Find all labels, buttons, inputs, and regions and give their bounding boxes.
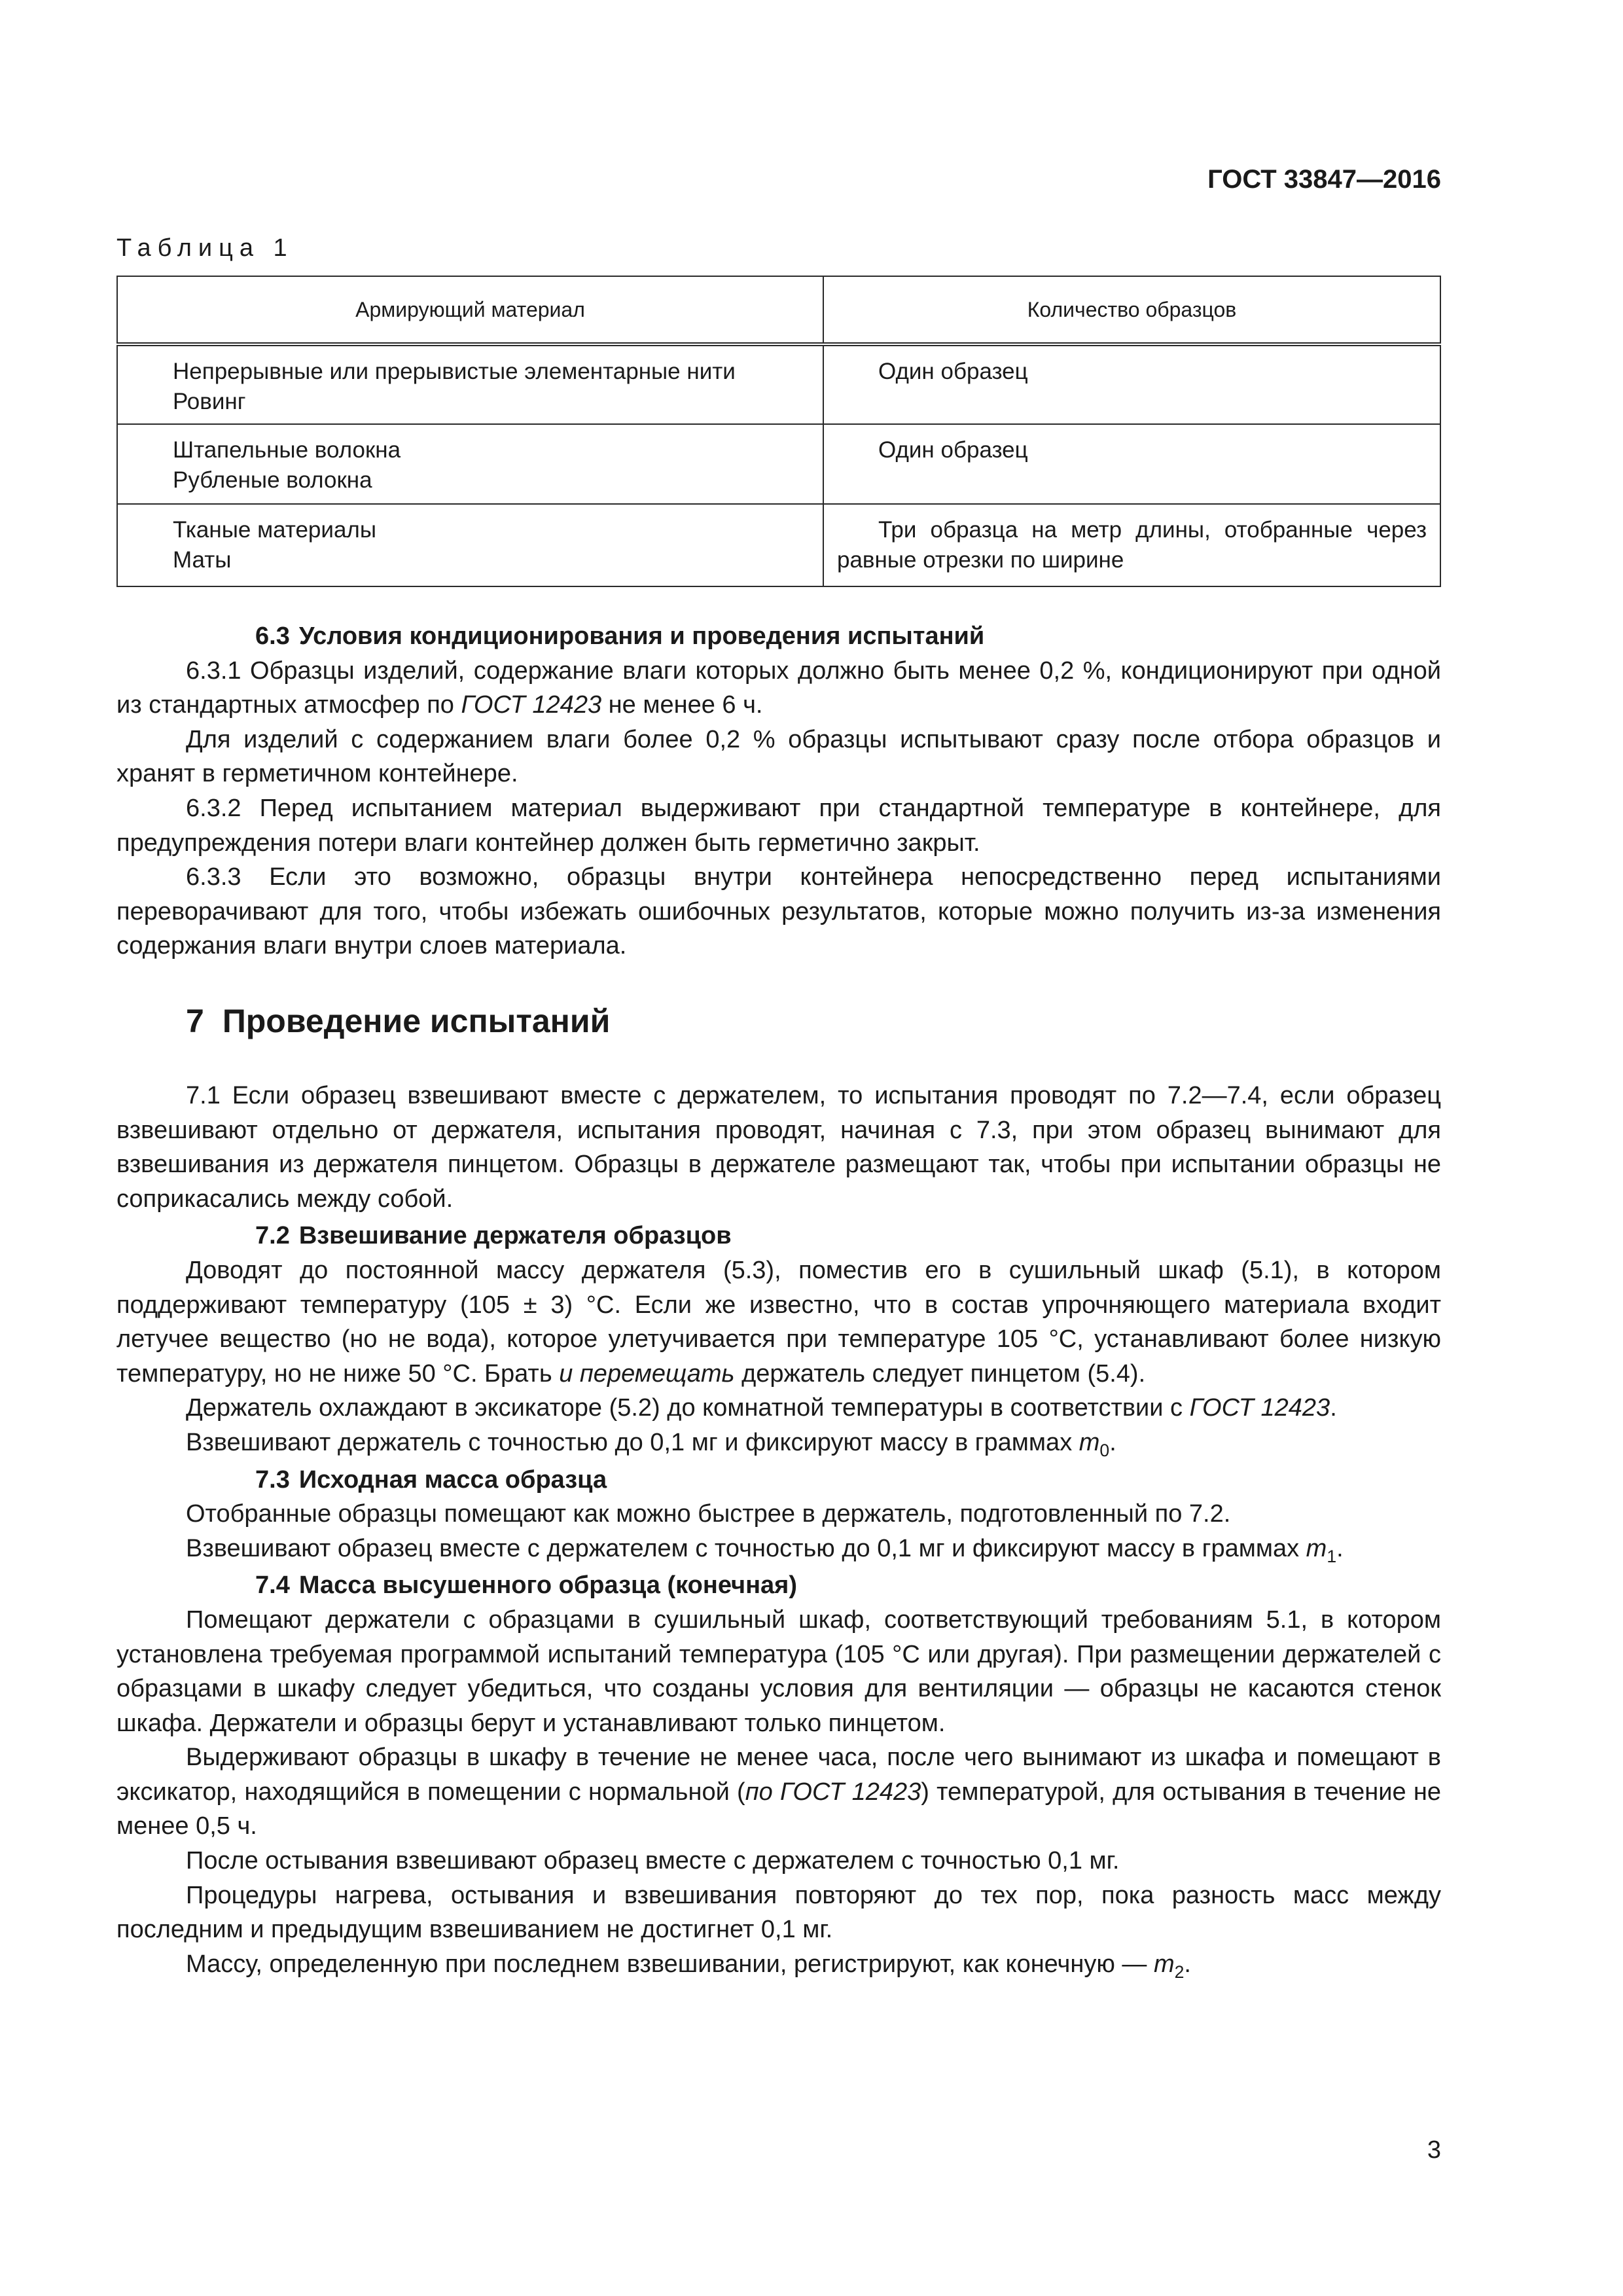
paragraph: Помещают держатели с образцами в сушильный шкаф, соответствующий требованиям 5.1, в котором установлена требуемая программой испытаний температура (105 °С или другая). При размещении держателей с образцами в шкафу следует убедиться, что созданы условия для вентиляции — образцы не касаются стенок шкафа. Держатели и образцы берут и устанавливают только пинцетом. — [116, 1605, 1441, 1737]
cell-text: Ровинг — [173, 389, 246, 414]
math-variable: m — [1306, 1534, 1327, 1562]
section-title: Условия кондиционирования и проведения испытаний — [298, 622, 985, 650]
paragraph — [116, 1391, 1441, 1426]
paragraph — [116, 1253, 1441, 1391]
cell-text: Рубленые волокна — [173, 467, 372, 493]
table-cell-material — [117, 344, 823, 424]
emphasis-text: и перемещать — [559, 1359, 735, 1388]
paragraph-text: Доводят до постоянной массу держателя (5.3), поместив его в сушильный шкаф (5.1), в котором поддерживают температуру (105 ± 3) °С. Если же известно, что в состав упрочняющего материала входит летучее вещество (но не вода), которое улетучивается при температуре 105 °С, устанавливают более низкую температуру, но не ниже 50 °С. Брать — [116, 1256, 1441, 1388]
section-number: 6.3 — [255, 622, 290, 650]
paragraph-text: ) температурой, для остывания в течение не менее 0,5 ч. — [116, 1778, 1441, 1840]
section-heading — [116, 1463, 1441, 1498]
table-cell-material — [117, 424, 823, 504]
paragraph-text: Выдерживают образцы в шкафу в течение не менее часа, после чего вынимают из шкафа и помещают в эксикатор, находящийся в помещении с нормальной ( — [116, 1744, 1441, 1806]
section-number: 7.4 — [255, 1571, 290, 1600]
document-id: ГОСТ 33847—2016 — [1207, 165, 1441, 194]
cell-text: Непрерывные или прерывистые элементарные нити — [173, 359, 736, 384]
table-cell-quantity — [823, 424, 1440, 504]
section-7-1-7-2 — [116, 1079, 1441, 1981]
table-cell-quantity — [823, 344, 1440, 424]
section-title: Масса высушенного образца (конечная) — [298, 1571, 797, 1600]
cell-text: Тканые материалы — [173, 517, 376, 543]
paragraph: 6.3.3 Если это возможно, образцы внутри контейнера непосредственно перед испытаниями переворачивают для того, чтобы избежать ошибочных результатов, которые можно получить из-за изменения содержания влаги внутри слоев материала. — [116, 863, 1441, 960]
cell-text: Штапельные волокна — [173, 437, 401, 463]
section-heading — [116, 619, 1441, 654]
table-row — [117, 344, 1440, 424]
column-header: Количество образцов — [823, 276, 1440, 344]
paragraph-text: . — [1184, 1950, 1191, 1978]
paragraph: Процедуры нагрева, остывания и взвешивания повторяют до тех пор, пока разность масс между последним и предыдущим взвешиванием не достигнет 0,1 мг. — [116, 1881, 1441, 1944]
table-row — [117, 424, 1440, 504]
table-row — [117, 504, 1440, 586]
table-cell-quantity — [823, 504, 1440, 586]
chapter-number: 7 — [186, 1003, 204, 1039]
paragraph-text: не менее 6 ч. — [601, 691, 763, 719]
paragraph: 6.3.2 Перед испытанием материал выдерживают при стандартной температуре в контейнере, для предупреждения потери влаги контейнер должен быть герметично закрыт. — [116, 794, 1441, 857]
section-heading — [116, 1219, 1441, 1253]
paragraph-text: Держатель охлаждают в эксикаторе (5.2) до комнатной температуры в соответствии с — [186, 1394, 1190, 1422]
cell-text: Один образец — [878, 359, 1028, 384]
paragraph: Отобранные образцы помещают как можно быстрее в держатель, подготовленный по 7.2. — [186, 1500, 1231, 1528]
paragraph-text: . — [1336, 1534, 1344, 1562]
section-heading — [116, 1568, 1441, 1603]
paragraph-text: . — [1330, 1394, 1337, 1422]
section-number: 7.2 — [255, 1222, 290, 1250]
cell-text: равные отрезки по ширине — [837, 547, 1124, 573]
paragraph: 7.1 Если образец взвешивают вместе с держателем, то испытания проводят по 7.2—7.4, если образец взвешивают отдельно от держателя, испытания проводят, начиная с 7.3, при этом образец вынимают для взвешивания из держателя пинцетом. Образцы в держателе размещают так, чтобы при испытании образцы не соприкасались между собой. — [116, 1082, 1441, 1213]
paragraph-text: Массу, определенную при последнем взвешивании, регистрируют, как конечную — — [186, 1950, 1154, 1978]
math-variable: m — [1079, 1428, 1100, 1456]
paragraph-text: . — [1109, 1428, 1116, 1456]
paragraph-text: 6.3.1 Образцы изделий, содержание влаги которых должно быть менее 0,2 %, кондиционируют при одной из стандартных атмосфер по — [116, 656, 1441, 719]
paragraph — [116, 1426, 1441, 1460]
standard-reference: ГОСТ 12423 — [461, 691, 602, 719]
specimen-count-table — [116, 276, 1441, 587]
column-header: Армирующий материал — [117, 276, 823, 344]
chapter-title: Проведение испытаний — [222, 1003, 611, 1039]
page-number: 3 — [1427, 2136, 1441, 2164]
paragraph-text: Взвешивают образец вместе с держателем с точностью до 0,1 мг и фиксируют массу в граммах — [186, 1534, 1306, 1562]
section-title: Взвешивание держателя образцов — [298, 1222, 732, 1250]
math-subscript: 0 — [1099, 1440, 1110, 1460]
paragraph: После остывания взвешивают образец вместе с держателем с точностью 0,1 мг. — [186, 1847, 1120, 1875]
standard-reference: ГОСТ 12423 — [1189, 1394, 1330, 1422]
table-caption: Таблица 1 — [116, 234, 294, 262]
math-subscript: 1 — [1327, 1546, 1337, 1566]
cell-text: Один образец — [878, 437, 1028, 463]
math-variable: m — [1153, 1950, 1175, 1978]
paragraph — [116, 1740, 1441, 1844]
paragraph: Для изделий с содержанием влаги более 0,2 % образцы испытывают сразу после отбора образцов и хранят в герметичном контейнере. — [116, 725, 1441, 788]
paragraph — [116, 1532, 1441, 1566]
section-number: 7.3 — [255, 1465, 290, 1494]
section-title: Исходная масса образца — [298, 1465, 607, 1494]
table-cell-material — [117, 504, 823, 586]
table-header-row — [117, 276, 1440, 344]
math-subscript: 2 — [1174, 1962, 1185, 1982]
section-6-3 — [116, 619, 1441, 963]
cell-text: Маты — [173, 547, 232, 573]
chapter-heading — [186, 1000, 610, 1042]
paragraph — [116, 654, 1441, 723]
paragraph — [116, 1947, 1441, 1982]
paragraph-text: держатель следует пинцетом (5.4). — [734, 1359, 1146, 1388]
paragraph-text: Взвешивают держатель с точностью до 0,1 мг и фиксируют массу в граммах — [186, 1428, 1079, 1456]
cell-text: Три образца на метр длины, отобранные через — [878, 517, 1427, 543]
standard-reference: по ГОСТ 12423 — [745, 1778, 921, 1806]
